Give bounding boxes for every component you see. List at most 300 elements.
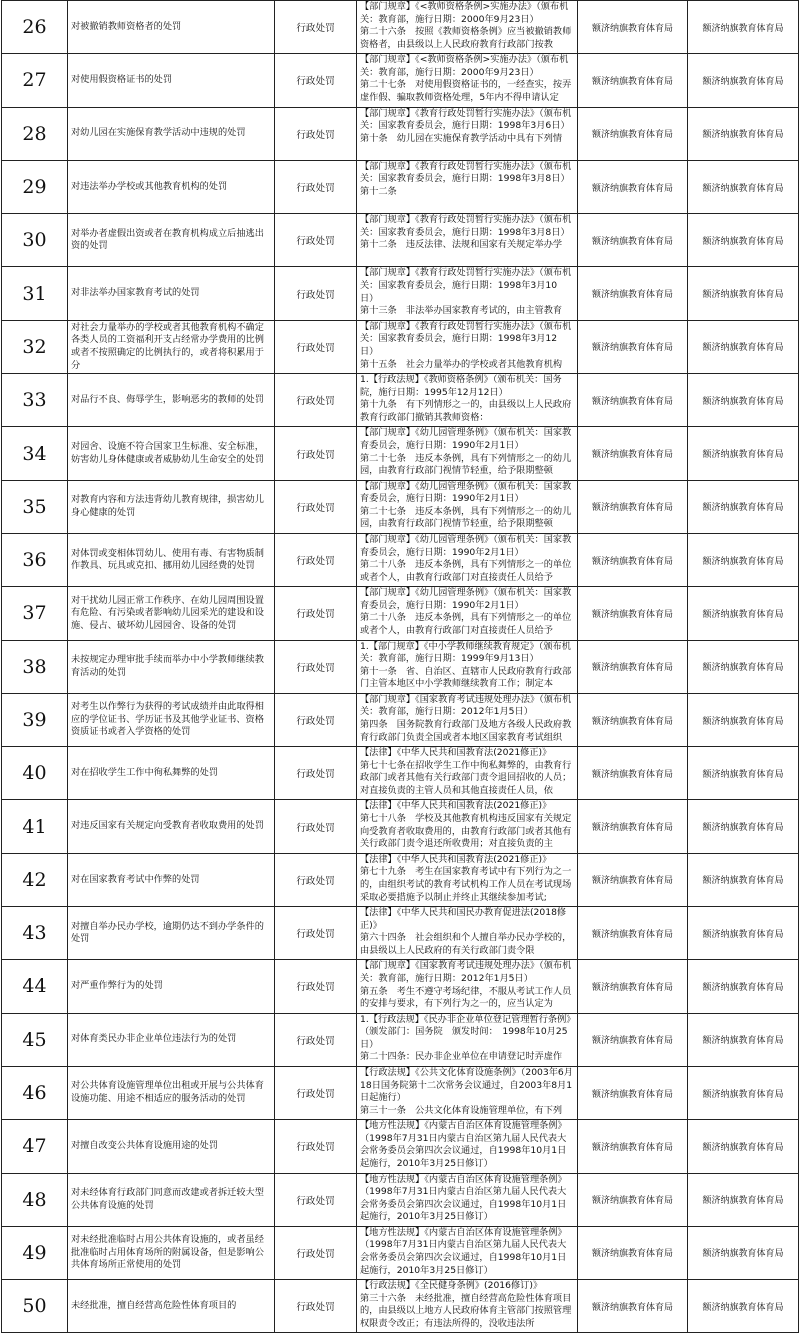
- enforcement-dept: 额济纳旗教育体育局: [702, 663, 784, 674]
- enforcement-dept-cell: [688, 214, 799, 267]
- row-number: 35: [22, 495, 47, 518]
- legal-basis: 【部门规章】《教育行政处罚暂行实施办法》（颁布机关：国家教育委员会，施行日期：1998年3月8日） 第十二条 违反法律、法规和国家有关规定举办学: [360, 214, 572, 251]
- penalty-type: 行政处罚: [296, 236, 335, 248]
- row-number: 48: [22, 1188, 47, 1211]
- table-row: [2, 427, 799, 480]
- enforcement-dept: 额济纳旗教育体育局: [702, 929, 784, 940]
- table-row: [2, 907, 799, 960]
- enforcement-dept-cell: [688, 267, 799, 320]
- responsible-dept: 额济纳旗教育体育局: [591, 1036, 673, 1047]
- penalty-type-cell: [275, 1280, 357, 1333]
- row-number-cell: [2, 533, 68, 586]
- responsible-dept: 额济纳旗教育体育局: [591, 1089, 673, 1100]
- enforcement-dept: 额济纳旗教育体育局: [702, 769, 784, 780]
- penalty-type-cell: [275, 267, 357, 320]
- legal-basis-cell: [357, 907, 578, 960]
- legal-basis: 【法律】《中华人民共和国民办教育促进法(2018修正)》 第六十四条 社会组织和个人擅自举办民办学校的，由县级以上人民政府的有关行政部门责令限: [360, 907, 572, 956]
- penalty-item: 对干扰幼儿园正常工作秩序、在幼儿园周围设置有危险、有污染或者影响幼儿园采光的建设和设施、侵占、破坏幼儿园园舍、设备的处罚: [71, 594, 264, 631]
- enforcement-dept: 额济纳旗教育体育局: [702, 1036, 784, 1047]
- penalty-item: 对被撤销教师资格者的处罚: [71, 20, 182, 32]
- legal-basis: 1.【行政法规】《教师资格条例》（颁布机关：国务院，施行日期：1995年12月12日） 第十九条 有下列情形之一的，由县级以上人民政府教育行政部门撤销其教师资格：: [360, 374, 572, 423]
- table-row: [2, 1173, 799, 1226]
- enforcement-dept-cell: [688, 1120, 799, 1173]
- responsible-dept-cell: [578, 374, 688, 427]
- penalty-item: 对教育内容和方法违背幼儿教育规律，损害幼儿身心健康的处罚: [71, 494, 264, 518]
- penalty-type: 行政处罚: [296, 502, 335, 514]
- penalty-item: 对体育类民办非企业单位违法行为的处罚: [71, 1033, 237, 1045]
- penalty-type: 行政处罚: [296, 1035, 335, 1047]
- legal-basis-cell: [357, 1066, 578, 1119]
- penalty-item: 对举办者虚假出资或者在教育机构成立后抽逃出资的处罚: [71, 227, 264, 252]
- table-row: [2, 853, 799, 906]
- penalty-type-cell: [275, 1226, 357, 1279]
- row-number-cell: [2, 640, 68, 693]
- penalty-type-cell: [275, 907, 357, 960]
- responsible-dept: 额济纳旗教育体育局: [591, 183, 673, 194]
- legal-basis-cell: [357, 107, 578, 160]
- penalty-item: 对在招收学生工作中徇私舞弊的处罚: [71, 767, 218, 778]
- responsible-dept: 额济纳旗教育体育局: [591, 1142, 673, 1153]
- table-row: [2, 640, 799, 693]
- table-row: [2, 374, 799, 427]
- legal-basis: 【行政法规】《全民健身条例》(2016修订)》 第三十六条 未经批准，擅自经营高危险性体育项目的，由县级以上地方人民政府体育主管部门按照管理权限责令改正；有违法所得的，没收违法所: [360, 1280, 572, 1329]
- responsible-dept-cell: [578, 427, 688, 480]
- legal-basis: 【部门规章】《教育行政处罚暂行实施办法》（颁布机关：国家教育委员会，施行日期：1998年3月6日） 第十条 幼儿园在实施保育教学活动中具有下列情: [360, 107, 572, 144]
- penalty-type-cell: [275, 853, 357, 906]
- enforcement-dept-cell: [688, 320, 799, 373]
- legal-basis-cell: [357, 960, 578, 1013]
- row-number-cell: [2, 853, 68, 906]
- table-row: [2, 800, 799, 853]
- penalty-type: 行政处罚: [296, 822, 335, 834]
- enforcement-dept: 额济纳旗教育体育局: [702, 343, 784, 354]
- row-number-cell: [2, 747, 68, 800]
- penalty-type-cell: [275, 214, 357, 267]
- responsible-dept: 额济纳旗教育体育局: [591, 556, 673, 567]
- enforcement-dept-cell: [688, 533, 799, 586]
- enforcement-dept-cell: [688, 1280, 799, 1333]
- responsible-dept: 额济纳旗教育体育局: [591, 1302, 673, 1313]
- penalty-item: 对违反国家有关规定向受教育者收取费用的处罚: [71, 820, 264, 832]
- penalty-item-cell: [68, 747, 275, 800]
- penalty-item: 对公共体育设施管理单位出租或开展与公共体育设施功能、用途不相适应的服务活动的处罚: [71, 1080, 264, 1105]
- enforcement-dept: 额济纳旗教育体育局: [702, 130, 784, 141]
- enforcement-dept: 额济纳旗教育体育局: [702, 876, 784, 887]
- penalty-item: 对擅自举办民办学校，逾期仍达不到办学条件的处罚: [71, 920, 264, 945]
- enforcement-dept-cell: [688, 1066, 799, 1119]
- penalty-item-cell: [68, 853, 275, 906]
- enforcement-dept: 额济纳旗教育体育局: [702, 236, 784, 247]
- legal-basis: 【地方性法规】《内蒙古自治区体育设施管理条例》（1998年7月31日内蒙古自治区第九届人民代表大会常务委员会第四次会议通过，自1998年10月1日起施行，2010年3月25日修订）: [360, 1173, 567, 1223]
- legal-basis-cell: [357, 54, 578, 107]
- penalty-item: 对非法举办国家教育考试的处罚: [71, 287, 200, 299]
- responsible-dept-cell: [578, 1120, 688, 1173]
- penalty-item-cell: [68, 907, 275, 960]
- table-row: [2, 107, 799, 160]
- responsible-dept-cell: [578, 1226, 688, 1279]
- penalty-item-cell: [68, 160, 275, 213]
- enforcement-dept-cell: [688, 427, 799, 480]
- legal-basis: 【部门规章】《教育行政处罚暂行实施办法》（颁布机关：国家教育委员会，施行日期：1998年3月8日） 第十二条: [360, 160, 572, 198]
- row-number: 31: [22, 282, 47, 305]
- responsible-dept: 额济纳旗教育体育局: [591, 130, 673, 141]
- enforcement-dept: 额济纳旗教育体育局: [702, 396, 784, 407]
- legal-basis: 【行政法规】《公共文化体育设施条例》（2003年6月18日国务院第十二次常务会议通过，自2003年8月1日起施行） 第三十一条 公共文化体育设施管理单位，有下列: [360, 1066, 573, 1116]
- row-number-cell: [2, 1226, 68, 1279]
- penalty-item-cell: [68, 480, 275, 533]
- legal-basis-cell: [357, 480, 578, 533]
- enforcement-dept: 额济纳旗教育体育局: [702, 1196, 784, 1207]
- responsible-dept-cell: [578, 214, 688, 267]
- legal-basis: 【部门规章】《幼儿园管理条例》（颁布机关：国家教育委员会，施行日期：1990年2月1日） 第二十八条 违反本条例，具有下列情形之一的单位或者个人，由教育行政部门对直接责任人员给予: [360, 533, 572, 583]
- table-row: [2, 587, 799, 640]
- table-row: [2, 1013, 799, 1066]
- row-number: 28: [22, 122, 47, 145]
- penalty-item: 对社会力量举办的学校或者其他教育机构不确定各类人员的工资福利开支占经常办学费用的比例或者不按照确定的比例执行的，或者将积累用于分: [71, 321, 264, 371]
- row-number-cell: [2, 1066, 68, 1119]
- penalty-type: 行政处罚: [296, 982, 335, 994]
- row-number: 32: [22, 335, 47, 358]
- table-row: [2, 1120, 799, 1173]
- penalty-type: 行政处罚: [296, 1248, 335, 1260]
- row-number: 29: [22, 176, 47, 199]
- table-row: [2, 320, 799, 373]
- penalty-item: 对园舍、设施不符合国家卫生标准、安全标准，妨害幼儿身体健康或者威胁幼儿生命安全的处罚: [71, 440, 264, 465]
- penalty-item-cell: [68, 960, 275, 1013]
- legal-basis: 【法律】《中华人民共和国教育法(2021修正)》 第七十八条 学校及其他教育机构违反国家有关规定向受教育者收取费用的，由教育行政部门或者其他有关行政部门责令退还所收费用；对直接负责的主: [360, 800, 572, 850]
- responsible-dept-cell: [578, 533, 688, 586]
- penalty-type: 行政处罚: [296, 342, 335, 354]
- enforcement-dept: 额济纳旗教育体育局: [702, 1142, 784, 1153]
- penalty-type-cell: [275, 1013, 357, 1066]
- legal-basis-cell: [357, 747, 578, 800]
- row-number-cell: [2, 1280, 68, 1333]
- penalty-item-cell: [68, 1120, 275, 1173]
- penalty-type-cell: [275, 1173, 357, 1226]
- penalty-item: 对擅自改变公共体育设施用途的处罚: [71, 1140, 218, 1152]
- legal-basis: 【地方性法规】《内蒙古自治区体育设施管理条例》（1998年7月31日内蒙古自治区第九届人民代表大会常务委员会第四次会议通过，自1998年10月1日起施行，2010年3月25日修订）: [360, 1120, 567, 1170]
- table-row: [2, 1280, 799, 1333]
- penalty-type-cell: [275, 693, 357, 746]
- penalty-type-cell: [275, 427, 357, 480]
- enforcement-dept-cell: [688, 1173, 799, 1226]
- penalty-type: 行政处罚: [296, 609, 335, 621]
- responsible-dept: 额济纳旗教育体育局: [591, 1249, 673, 1260]
- legal-basis: 【部门规章】《幼儿园管理条例》（颁布机关：国家教育委员会，施行日期：1990年2月1日） 第二十七条 违反本条例，具有下列情形之一的幼儿园，由教育行政部门视情节轻重，给予限期整顿: [360, 480, 572, 530]
- penalty-type: 行政处罚: [296, 289, 335, 301]
- enforcement-table: [1, 0, 799, 1333]
- penalty-type: 行政处罚: [296, 662, 335, 674]
- responsible-dept-cell: [578, 267, 688, 320]
- responsible-dept-cell: [578, 320, 688, 373]
- enforcement-dept-cell: [688, 640, 799, 693]
- penalty-item-cell: [68, 800, 275, 853]
- penalty-type: 行政处罚: [296, 556, 335, 568]
- penalty-type-cell: [275, 533, 357, 586]
- row-number-cell: [2, 907, 68, 960]
- legal-basis-cell: [357, 267, 578, 320]
- enforcement-dept: 额济纳旗教育体育局: [702, 823, 784, 834]
- legal-basis-cell: [357, 533, 578, 586]
- penalty-type-cell: [275, 1, 357, 54]
- responsible-dept: 额济纳旗教育体育局: [591, 396, 673, 407]
- row-number-cell: [2, 1013, 68, 1066]
- row-number: 46: [22, 1082, 47, 1105]
- penalty-item-cell: [68, 640, 275, 693]
- row-number-cell: [2, 374, 68, 427]
- enforcement-dept-cell: [688, 693, 799, 746]
- penalty-type: 行政处罚: [296, 929, 335, 941]
- row-number: 40: [22, 762, 47, 785]
- penalty-type-cell: [275, 480, 357, 533]
- responsible-dept-cell: [578, 853, 688, 906]
- enforcement-dept-cell: [688, 54, 799, 107]
- table-row: [2, 160, 799, 213]
- enforcement-dept-cell: [688, 747, 799, 800]
- responsible-dept: 额济纳旗教育体育局: [591, 76, 673, 87]
- penalty-item: 未按规定办理审批手续而举办中小学教师继续教育活动的处罚: [71, 654, 264, 678]
- table-row: [2, 54, 799, 107]
- legal-basis-cell: [357, 1173, 578, 1226]
- responsible-dept: 额济纳旗教育体育局: [591, 609, 673, 620]
- penalty-item-cell: [68, 1280, 275, 1333]
- responsible-dept: 额济纳旗教育体育局: [591, 23, 673, 34]
- enforcement-dept-cell: [688, 1013, 799, 1066]
- responsible-dept-cell: [578, 1280, 688, 1333]
- penalty-item: 对在国家教育考试中作弊的处罚: [71, 873, 200, 885]
- penalty-item-cell: [68, 427, 275, 480]
- penalty-item-cell: [68, 1066, 275, 1119]
- table-row: [2, 1066, 799, 1119]
- row-number: 49: [22, 1241, 47, 1264]
- table-row: [2, 747, 799, 800]
- penalty-type: 行政处罚: [296, 129, 335, 141]
- table-row: [2, 693, 799, 746]
- enforcement-dept-cell: [688, 853, 799, 906]
- enforcement-dept: 额济纳旗教育体育局: [702, 23, 784, 34]
- legal-basis-cell: [357, 214, 578, 267]
- enforcement-dept-cell: [688, 107, 799, 160]
- row-number: 36: [22, 549, 47, 572]
- penalty-type-cell: [275, 160, 357, 213]
- responsible-dept: 额济纳旗教育体育局: [591, 343, 673, 354]
- enforcement-dept-cell: [688, 800, 799, 853]
- responsible-dept-cell: [578, 107, 688, 160]
- penalty-item-cell: [68, 1013, 275, 1066]
- responsible-dept: 额济纳旗教育体育局: [591, 503, 673, 514]
- row-number: 33: [22, 389, 47, 412]
- penalty-type: 行政处罚: [296, 716, 335, 727]
- penalty-item-cell: [68, 1, 275, 54]
- table-row: [2, 267, 799, 320]
- table-row: [2, 960, 799, 1013]
- legal-basis: 【法律】《中华人民共和国教育法(2021修正)》 第七十九条 考生在国家教育考试中有下列行为之一的，由组织考试的教育考试机构工作人员在考试现场采取必要措施予以制止并终止其继续参加考试;: [360, 853, 572, 903]
- responsible-dept: 额济纳旗教育体育局: [591, 290, 673, 301]
- row-number-cell: [2, 960, 68, 1013]
- penalty-type-cell: [275, 640, 357, 693]
- penalty-type-cell: [275, 587, 357, 640]
- legal-basis-cell: [357, 1013, 578, 1066]
- table-row: [2, 1226, 799, 1279]
- enforcement-dept-cell: [688, 374, 799, 427]
- legal-basis-cell: [357, 320, 578, 373]
- row-number-cell: [2, 427, 68, 480]
- responsible-dept: 额济纳旗教育体育局: [591, 823, 673, 834]
- table-row: [2, 533, 799, 586]
- row-number: 26: [22, 16, 47, 39]
- penalty-type: 行政处罚: [296, 1195, 335, 1207]
- penalty-type: 行政处罚: [296, 769, 335, 781]
- legal-basis-cell: [357, 427, 578, 480]
- enforcement-dept-cell: [688, 907, 799, 960]
- enforcement-dept: 额济纳旗教育体育局: [702, 716, 784, 727]
- legal-basis: 【部门规章】《<教师资格条例>实施办法》（颁布机关：教育部，施行日期：2000年9月23日） 第二十七条 对使用假资格证书的，一经查实，按弄虚作假、骗取教师资格处理，5年内不得申请认定: [360, 54, 572, 104]
- enforcement-dept: 额济纳旗教育体育局: [702, 609, 784, 620]
- responsible-dept: 额济纳旗教育体育局: [591, 663, 673, 674]
- responsible-dept-cell: [578, 800, 688, 853]
- enforcement-dept: 额济纳旗教育体育局: [702, 290, 784, 301]
- row-number-cell: [2, 320, 68, 373]
- penalty-item: 对幼儿园在实施保育教学活动中违规的处罚: [71, 127, 246, 139]
- row-number: 41: [22, 815, 47, 838]
- penalty-item-cell: [68, 320, 275, 373]
- responsible-dept: 额济纳旗教育体育局: [591, 716, 673, 727]
- penalty-item: 对品行不良、侮辱学生，影响恶劣的教师的处罚: [71, 393, 264, 405]
- responsible-dept-cell: [578, 747, 688, 800]
- responsible-dept-cell: [578, 480, 688, 533]
- penalty-item: 对未经批准临时占用公共体育设施的，或者虽经批准临时占用体育场所的附属设备，但是影响公共体育场所正常使用的处罚: [71, 1234, 264, 1271]
- responsible-dept-cell: [578, 1066, 688, 1119]
- penalty-item-cell: [68, 54, 275, 107]
- enforcement-dept: 额济纳旗教育体育局: [702, 183, 784, 194]
- legal-basis: 【部门规章】《<教师资格条例>实施办法》（颁布机关：教育部，施行日期：2000年9月23日） 第二十六条 按照《教师资格条例》应当被撤销教师资格者，由县级以上人民政府教育行政部门按教: [360, 1, 572, 50]
- penalty-type-cell: [275, 320, 357, 373]
- enforcement-dept: 额济纳旗教育体育局: [702, 556, 784, 567]
- legal-basis: 【地方性法规】《内蒙古自治区体育设施管理条例》（1998年7月31日内蒙古自治区第九届人民代表大会常务委员会第四次会议通过，自1998年10月1日起施行，2010年3月25日修订）: [360, 1226, 567, 1276]
- table-row: [2, 1, 799, 54]
- row-number-cell: [2, 54, 68, 107]
- penalty-item: 对未经体育行政部门同意而改建或者拆迁较大型公共体育设施的处罚: [71, 1187, 264, 1211]
- legal-basis-cell: [357, 160, 578, 213]
- legal-basis: 【部门规章】《国家教育考试违规处理办法》（颁布机关：教育部，施行日期：2012年1月5日） 第四条 国务院教育行政部门及地方各级人民政府教育行政部门负责全国或者本地区国家教育考试组织: [360, 693, 572, 743]
- legal-basis: 【部门规章】《幼儿园管理条例》（颁布机关：国家教育委员会，施行日期：1990年2月1日） 第二十七条 违反本条例，具有下列情形之一的幼儿园，由教育行政部门视情节轻重，给予限期整顿: [360, 427, 572, 477]
- row-number: 43: [22, 922, 47, 945]
- responsible-dept-cell: [578, 1, 688, 54]
- legal-basis-cell: [357, 853, 578, 906]
- penalty-type-cell: [275, 800, 357, 853]
- enforcement-dept: 额济纳旗教育体育局: [702, 503, 784, 514]
- penalty-item: 对使用假资格证书的处罚: [71, 74, 173, 86]
- legal-basis: 1.【行政法规】《民办非企业单位登记管理暂行条例》（颁发部门：国务院 颁发时间： 1998年10月25日） 第二十四条：民办非企业单位在申请登记时弄虚作: [360, 1013, 571, 1063]
- row-number-cell: [2, 693, 68, 746]
- table-row: [2, 214, 799, 267]
- row-number-cell: [2, 480, 68, 533]
- penalty-type: 行政处罚: [296, 1142, 335, 1154]
- responsible-dept-cell: [578, 1013, 688, 1066]
- enforcement-dept-cell: [688, 1, 799, 54]
- responsible-dept-cell: [578, 160, 688, 213]
- legal-basis-cell: [357, 693, 578, 746]
- responsible-dept-cell: [578, 640, 688, 693]
- legal-basis: 【部门规章】《教育行政处罚暂行实施办法》（颁布机关：国家教育委员会，施行日期：1998年3月12日） 第十五条 社会力量举办的学校或者其他教育机构: [360, 320, 572, 370]
- penalty-type-cell: [275, 374, 357, 427]
- responsible-dept-cell: [578, 587, 688, 640]
- penalty-type: 行政处罚: [296, 183, 335, 195]
- penalty-item: 对违法举办学校或其他教育机构的处罚: [71, 180, 228, 192]
- row-number: 30: [22, 229, 47, 252]
- penalty-type: 行政处罚: [296, 1302, 335, 1314]
- responsible-dept-cell: [578, 54, 688, 107]
- penalty-item-cell: [68, 587, 275, 640]
- penalty-type-cell: [275, 960, 357, 1013]
- legal-basis-cell: [357, 374, 578, 427]
- penalty-item: 对严重作弊行为的处罚: [71, 980, 163, 992]
- responsible-dept: 额济纳旗教育体育局: [591, 1196, 673, 1207]
- row-number: 42: [22, 868, 47, 891]
- penalty-item-cell: [68, 693, 275, 746]
- row-number: 45: [22, 1028, 47, 1051]
- penalty-type: 行政处罚: [296, 76, 335, 88]
- responsible-dept-cell: [578, 1173, 688, 1226]
- penalty-type-cell: [275, 54, 357, 107]
- penalty-item-cell: [68, 1226, 275, 1279]
- legal-basis: 【法律】《中华人民共和国教育法(2021修正)》 第七十七条在招收学生工作中徇私舞弊的，由教育行政部门或者其他有关行政部门责令退回招收的人员；对直接负责的主管人员和其他直接责任人员，依: [360, 747, 572, 796]
- penalty-item-cell: [68, 374, 275, 427]
- penalty-type-cell: [275, 747, 357, 800]
- row-number-cell: [2, 800, 68, 853]
- row-number-cell: [2, 267, 68, 320]
- responsible-dept: 额济纳旗教育体育局: [591, 236, 673, 247]
- penalty-type: 行政处罚: [296, 1089, 335, 1101]
- row-number: 47: [22, 1135, 47, 1158]
- table-row: [2, 480, 799, 533]
- responsible-dept: 额济纳旗教育体育局: [591, 982, 673, 993]
- penalty-type: 行政处罚: [296, 23, 335, 35]
- enforcement-dept-cell: [688, 587, 799, 640]
- responsible-dept-cell: [578, 907, 688, 960]
- legal-basis: 【部门规章】《幼儿园管理条例》（颁布机关：国家教育委员会，施行日期：1990年2月1日） 第二十八条 违反本条例，具有下列情形之一的单位或者个人，由教育行政部门对直接责任人员给予: [360, 587, 572, 637]
- enforcement-dept: 额济纳旗教育体育局: [702, 1089, 784, 1100]
- penalty-item: 未经批准，擅自经营高危险性体育项目的: [71, 1299, 237, 1311]
- enforcement-dept-cell: [688, 960, 799, 1013]
- legal-basis-cell: [357, 1280, 578, 1333]
- row-number-cell: [2, 160, 68, 213]
- row-number-cell: [2, 107, 68, 160]
- row-number: 44: [22, 975, 47, 998]
- enforcement-dept: 额济纳旗教育体育局: [702, 1249, 784, 1260]
- penalty-type-cell: [275, 107, 357, 160]
- row-number: 27: [22, 69, 47, 92]
- legal-basis-cell: [357, 800, 578, 853]
- penalty-type: 行政处罚: [296, 449, 335, 461]
- legal-basis: 【部门规章】《教育行政处罚暂行实施办法》（颁布机关：国家教育委员会，施行日期：1998年3月10日） 第十三条 非法举办国家教育考试的，由主管教育: [360, 267, 572, 317]
- row-number-cell: [2, 1173, 68, 1226]
- row-number-cell: [2, 1120, 68, 1173]
- row-number: 37: [22, 602, 47, 625]
- enforcement-dept: 额济纳旗教育体育局: [702, 76, 784, 87]
- penalty-type: 行政处罚: [296, 396, 335, 408]
- enforcement-dept: 额济纳旗教育体育局: [702, 450, 784, 461]
- responsible-dept: 额济纳旗教育体育局: [591, 769, 673, 780]
- enforcement-dept-cell: [688, 1226, 799, 1279]
- row-number: 39: [22, 709, 47, 731]
- penalty-item: 对体罚或变相体罚幼儿、使用有毒、有害物质制作教具、玩具或克扣、挪用幼儿园经费的处罚: [71, 547, 264, 572]
- enforcement-dept: 额济纳旗教育体育局: [702, 982, 784, 993]
- row-number-cell: [2, 1, 68, 54]
- legal-basis-cell: [357, 640, 578, 693]
- responsible-dept-cell: [578, 693, 688, 746]
- row-number-cell: [2, 214, 68, 267]
